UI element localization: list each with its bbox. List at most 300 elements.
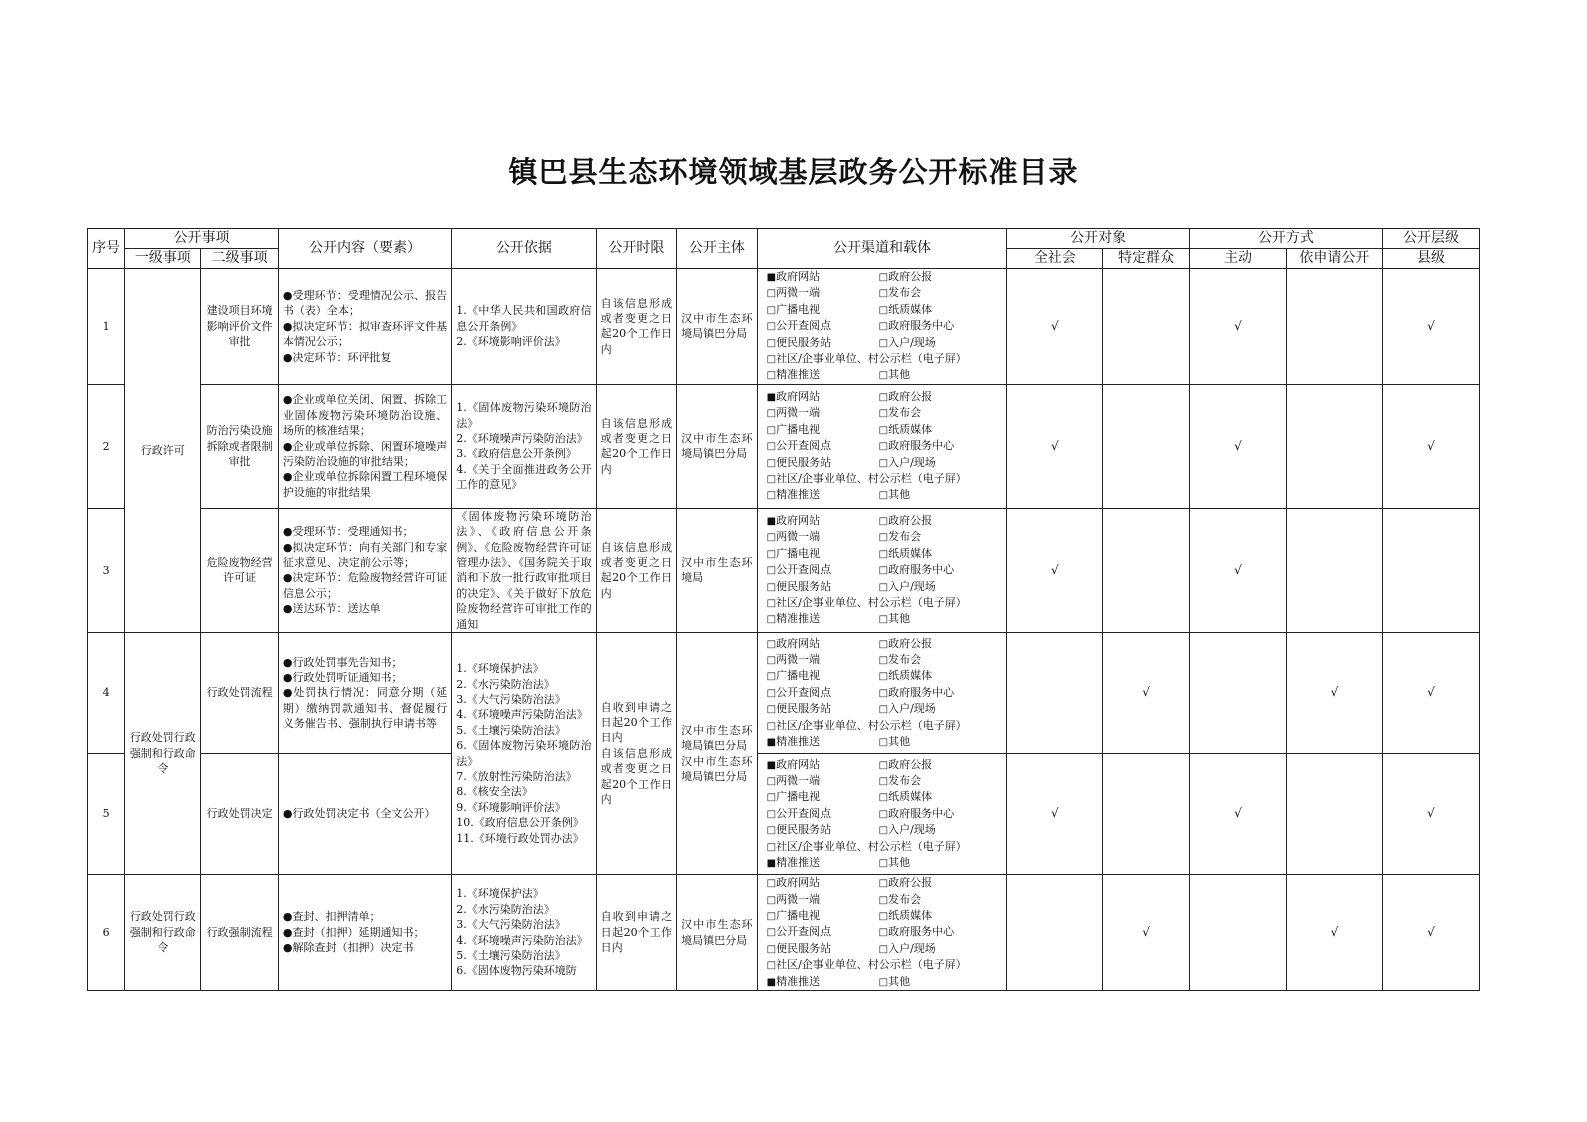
channel-option bbox=[879, 892, 998, 908]
channel-label: 其他 bbox=[888, 856, 911, 870]
row-level2: 建设项目环境影响评价文件审批 bbox=[201, 269, 278, 385]
channel-option bbox=[879, 822, 998, 838]
table-row bbox=[88, 754, 1480, 875]
check-specific bbox=[1103, 754, 1190, 875]
channel-option bbox=[879, 941, 998, 957]
channel-option bbox=[767, 318, 879, 334]
row-level2: 行政强制流程 bbox=[201, 875, 278, 991]
check-all: √ bbox=[1007, 508, 1103, 632]
channel-option bbox=[767, 757, 879, 773]
row-channels bbox=[757, 754, 1007, 875]
unchecked-box-icon: □ bbox=[878, 792, 889, 804]
channel-option bbox=[767, 455, 879, 471]
checked-box-icon: ■ bbox=[766, 858, 777, 870]
header-level1: 一级事项 bbox=[125, 249, 201, 269]
channel-option bbox=[767, 422, 879, 438]
channel-option bbox=[767, 839, 998, 855]
unchecked-box-icon: □ bbox=[766, 457, 777, 469]
row-level2: 防治污染设施拆除或者限制审批 bbox=[201, 384, 278, 508]
channel-label: 社区/企事业单位、村公示栏（电子屏） bbox=[776, 958, 967, 972]
list-line: ●处罚执行情况：同意分期（延期）缴纳罚款通知书、督促履行义务催告书、强制执行申请书等 bbox=[282, 686, 448, 731]
list-line: ●企业或单位拆除闲置工程环境保护设施的审批结果 bbox=[282, 470, 448, 499]
check-active: √ bbox=[1189, 269, 1286, 385]
list-line: 4.《环境噪声污染防治法》 bbox=[456, 933, 588, 947]
unchecked-box-icon: □ bbox=[878, 424, 889, 436]
channel-option bbox=[767, 389, 879, 405]
unchecked-box-icon: □ bbox=[878, 565, 889, 577]
list-line: ●解除查封（扣押）决定书 bbox=[282, 941, 414, 955]
header-layer: 公开层级 bbox=[1382, 229, 1479, 249]
unchecked-box-icon: □ bbox=[878, 272, 889, 283]
unchecked-box-icon: □ bbox=[878, 288, 889, 300]
list-line: ●决定环节：危险废物经营许可证信息公示； bbox=[282, 571, 448, 600]
channel-option bbox=[767, 701, 879, 717]
unchecked-box-icon: □ bbox=[878, 548, 889, 560]
unchecked-box-icon: □ bbox=[766, 288, 777, 300]
header-time: 公开时限 bbox=[596, 229, 676, 269]
list-line: ●查封、扣押清单； bbox=[282, 910, 381, 924]
channel-label: 其他 bbox=[888, 488, 911, 502]
unchecked-box-icon: □ bbox=[878, 671, 889, 683]
channel-option bbox=[879, 636, 998, 652]
channel-label: 发布会 bbox=[888, 286, 922, 300]
unchecked-box-icon: □ bbox=[878, 370, 889, 382]
list-line: 2.《环境噪声污染防治法》 bbox=[456, 431, 588, 445]
unchecked-box-icon: □ bbox=[766, 776, 777, 788]
list-line: 3.《大气污染防治法》 bbox=[456, 918, 566, 932]
unchecked-box-icon: □ bbox=[766, 910, 777, 922]
channel-option bbox=[879, 562, 998, 578]
row-seq: 2 bbox=[88, 384, 125, 508]
unchecked-box-icon: □ bbox=[766, 687, 777, 699]
channel-option bbox=[767, 546, 879, 562]
channel-option bbox=[767, 806, 879, 822]
unchecked-box-icon: □ bbox=[878, 655, 889, 667]
list-line: ●企业或单位拆除、闲置环境噪声污染防治设施的审批结果； bbox=[282, 439, 448, 469]
channel-label: 政府公报 bbox=[888, 636, 933, 650]
unchecked-box-icon: □ bbox=[878, 759, 889, 771]
header-channels: 公开渠道和载体 bbox=[757, 229, 1007, 269]
unchecked-box-icon: □ bbox=[878, 337, 889, 349]
channel-option bbox=[879, 335, 998, 351]
channel-option bbox=[879, 405, 998, 421]
check-specific bbox=[1103, 269, 1190, 385]
row-subject-2: 汉中市生态环境局镇巴分局 bbox=[681, 754, 753, 783]
channel-label: 其他 bbox=[888, 735, 911, 749]
channel-option bbox=[879, 579, 998, 595]
unchecked-box-icon: □ bbox=[878, 490, 889, 502]
channel-label: 精准推送 bbox=[776, 612, 821, 626]
channel-label: 政府公报 bbox=[888, 270, 933, 283]
channel-label: 政府网站 bbox=[776, 514, 821, 528]
row-content bbox=[278, 633, 451, 754]
unchecked-box-icon: □ bbox=[766, 321, 777, 333]
row-seq: 1 bbox=[88, 269, 125, 385]
channel-option bbox=[767, 875, 879, 891]
check-apply bbox=[1286, 269, 1382, 385]
unchecked-box-icon: □ bbox=[878, 704, 889, 716]
list-line: 1.《环境保护法》 bbox=[456, 887, 544, 901]
row-level2: 行政处罚流程 bbox=[201, 633, 278, 754]
check-all: √ bbox=[1007, 269, 1103, 385]
channel-option bbox=[767, 335, 879, 351]
channel-option bbox=[767, 285, 879, 301]
unchecked-box-icon: □ bbox=[766, 960, 777, 972]
channel-label: 政府网站 bbox=[776, 757, 821, 771]
channel-label: 公开查阅点 bbox=[776, 439, 832, 453]
unchecked-box-icon: □ bbox=[878, 321, 889, 333]
row-channels bbox=[757, 384, 1007, 508]
channel-option bbox=[879, 924, 998, 940]
channel-label: 便民服务站 bbox=[776, 335, 832, 349]
list-line: 3.《政府信息公开条例》 bbox=[456, 447, 577, 461]
row-basis bbox=[452, 508, 596, 632]
unchecked-box-icon: □ bbox=[878, 457, 889, 469]
channel-option bbox=[879, 422, 998, 438]
check-county bbox=[1382, 508, 1479, 632]
channel-label: 政府服务中心 bbox=[888, 439, 955, 453]
check-all: √ bbox=[1007, 754, 1103, 875]
channel-option bbox=[879, 652, 998, 668]
header-content: 公开内容（要素） bbox=[278, 229, 451, 269]
channel-label: 政府服务中心 bbox=[888, 319, 955, 333]
list-line: 2.《环境影响评价法》 bbox=[456, 335, 566, 349]
unchecked-box-icon: □ bbox=[878, 737, 889, 749]
unchecked-box-icon: □ bbox=[766, 671, 777, 683]
unchecked-box-icon: □ bbox=[878, 391, 889, 403]
channel-label: 纸质媒体 bbox=[888, 669, 933, 683]
channel-label: 公开查阅点 bbox=[776, 563, 832, 577]
channel-option bbox=[767, 529, 879, 545]
channel-label: 发布会 bbox=[888, 530, 922, 544]
channel-label: 广播电视 bbox=[776, 422, 821, 436]
channel-label: 便民服务站 bbox=[776, 941, 832, 955]
unchecked-box-icon: □ bbox=[878, 878, 889, 890]
header-county: 县级 bbox=[1382, 249, 1479, 269]
channel-label: 广播电视 bbox=[776, 908, 821, 922]
row-subject: 汉中市生态环境局镇巴分局 bbox=[677, 269, 757, 385]
list-line: 11.《环境行政处罚办法》 bbox=[456, 831, 584, 845]
channel-option bbox=[767, 668, 879, 684]
channel-label: 发布会 bbox=[888, 774, 922, 788]
header-subject: 公开主体 bbox=[677, 229, 757, 269]
channel-option bbox=[879, 367, 998, 383]
table-row bbox=[88, 384, 1480, 508]
list-line: ●决定环节：环评批复 bbox=[282, 350, 392, 364]
unchecked-box-icon: □ bbox=[766, 473, 777, 485]
row-content bbox=[278, 508, 451, 632]
channel-label: 精准推送 bbox=[776, 735, 821, 749]
catalog-table bbox=[87, 228, 1480, 991]
row-level1: 行政许可 bbox=[125, 269, 201, 633]
channel-option bbox=[879, 285, 998, 301]
channel-option bbox=[767, 562, 879, 578]
row-channels bbox=[757, 633, 1007, 754]
row-time-change: 自该信息形成或者变更之日起20个工作日内 bbox=[600, 746, 673, 807]
unchecked-box-icon: □ bbox=[878, 441, 889, 453]
check-county: √ bbox=[1382, 754, 1479, 875]
unchecked-box-icon: □ bbox=[766, 878, 777, 890]
table-row bbox=[88, 508, 1480, 632]
unchecked-box-icon: □ bbox=[766, 638, 777, 650]
check-active: √ bbox=[1189, 384, 1286, 508]
channel-option bbox=[767, 513, 879, 529]
row-channels bbox=[757, 508, 1007, 632]
header-target: 公开对象 bbox=[1007, 229, 1190, 249]
channel-option bbox=[767, 471, 998, 487]
channel-option bbox=[767, 579, 879, 595]
row-time: 自该信息形成或者变更之日起20个工作日内 bbox=[596, 508, 676, 632]
unchecked-box-icon: □ bbox=[766, 565, 777, 577]
unchecked-box-icon: □ bbox=[766, 354, 777, 366]
unchecked-box-icon: □ bbox=[766, 598, 777, 610]
row-time bbox=[596, 633, 676, 875]
row-seq: 3 bbox=[88, 508, 125, 632]
unchecked-box-icon: □ bbox=[766, 304, 777, 316]
channel-option bbox=[879, 855, 998, 871]
channel-label: 便民服务站 bbox=[776, 455, 832, 469]
list-line: ●行政处罚听证通知书； bbox=[282, 670, 403, 684]
list-line: 4.《环境噪声污染防治法》 bbox=[456, 708, 588, 722]
list-line: ●拟决定环节：拟审查环评文件基本情况公示； bbox=[282, 319, 448, 349]
row-content bbox=[278, 384, 451, 508]
channel-label: 精准推送 bbox=[776, 974, 821, 988]
header-all: 全社会 bbox=[1007, 249, 1103, 269]
channel-label: 两微一端 bbox=[776, 406, 821, 420]
table-row bbox=[88, 633, 1480, 754]
row-subject: 汉中市生态环境局 bbox=[677, 508, 757, 632]
unchecked-box-icon: □ bbox=[878, 532, 889, 544]
unchecked-box-icon: □ bbox=[766, 370, 777, 382]
channel-option bbox=[767, 438, 879, 454]
channel-label: 广播电视 bbox=[776, 790, 821, 804]
channel-option bbox=[767, 685, 879, 701]
channel-option bbox=[767, 855, 879, 871]
channel-label: 公开查阅点 bbox=[776, 925, 832, 939]
list-line: 6.《固体废物污染环境防 bbox=[456, 964, 577, 978]
unchecked-box-icon: □ bbox=[766, 532, 777, 544]
check-active: √ bbox=[1189, 508, 1286, 632]
channel-option bbox=[767, 908, 879, 924]
channel-option bbox=[767, 892, 879, 908]
list-line: ●行政处罚事先告知书； bbox=[282, 655, 403, 669]
row-basis bbox=[452, 633, 596, 875]
unchecked-box-icon: □ bbox=[766, 441, 777, 453]
channel-option bbox=[879, 546, 998, 562]
list-line: ●受理环节：受理情况公示、报告书（表）全本； bbox=[282, 288, 448, 318]
channel-option bbox=[767, 405, 879, 421]
channel-option bbox=[767, 652, 879, 668]
channel-label: 纸质媒体 bbox=[888, 790, 933, 804]
check-county: √ bbox=[1382, 633, 1479, 754]
channel-label: 便民服务站 bbox=[776, 823, 832, 837]
unchecked-box-icon: □ bbox=[878, 943, 889, 955]
unchecked-box-icon: □ bbox=[766, 490, 777, 502]
channel-label: 政府网站 bbox=[776, 270, 821, 283]
check-specific: √ bbox=[1103, 875, 1190, 991]
channel-label: 纸质媒体 bbox=[888, 908, 933, 922]
list-line: 3.《大气污染防治法》 bbox=[456, 692, 566, 706]
list-line: 《固体废物污染环境防治法》、《政府信息公开条例》、《危险废物经营许可证管理办法》、《国务院关于取消和下放一批行政审批项目的决定》、《关于做好下放危险废物经营许可审批工作的通知 bbox=[456, 509, 592, 631]
list-line: ●企业或单位关闭、闲置、拆除工业固体废物污染环境防治设施、场所的核准结果； bbox=[282, 393, 448, 438]
channel-option bbox=[879, 318, 998, 334]
channel-option bbox=[767, 487, 879, 503]
channel-option bbox=[879, 757, 998, 773]
row-time: 自收到申请之日起20个工作日内 bbox=[596, 875, 676, 991]
channel-label: 政府服务中心 bbox=[888, 563, 955, 577]
row-level2: 危险废物经营许可证 bbox=[201, 508, 278, 632]
channel-label: 入户/现场 bbox=[888, 941, 936, 955]
row-level1: 行政处罚行政强制和行政命令 bbox=[125, 633, 201, 875]
row-subject-1: 汉中市生态环境局镇巴分局 bbox=[681, 723, 753, 753]
channel-label: 广播电视 bbox=[776, 546, 821, 560]
channel-label: 纸质媒体 bbox=[888, 546, 933, 560]
channel-label: 公开查阅点 bbox=[776, 806, 832, 820]
unchecked-box-icon: □ bbox=[878, 910, 889, 922]
unchecked-box-icon: □ bbox=[766, 808, 777, 820]
unchecked-box-icon: □ bbox=[766, 581, 777, 593]
row-channels bbox=[757, 875, 1007, 991]
list-line: 5.《土壤污染防治法》 bbox=[456, 948, 566, 962]
channel-label: 政府公报 bbox=[888, 514, 933, 528]
list-line: 2.《水污染防治法》 bbox=[456, 902, 555, 916]
row-seq: 4 bbox=[88, 633, 125, 754]
channel-option bbox=[767, 974, 879, 990]
channel-label: 两微一端 bbox=[776, 774, 821, 788]
channel-label: 精准推送 bbox=[776, 856, 821, 870]
channel-option bbox=[767, 957, 998, 973]
table-row bbox=[88, 269, 1480, 385]
channel-label: 其他 bbox=[888, 368, 911, 382]
channel-label: 两微一端 bbox=[776, 653, 821, 667]
header-item: 公开事项 bbox=[125, 229, 279, 249]
channel-label: 社区/企事业单位、村公示栏（电子屏） bbox=[776, 718, 967, 732]
list-line: 1.《环境保护法》 bbox=[456, 662, 544, 676]
checked-box-icon: ■ bbox=[766, 976, 777, 988]
channel-label: 公开查阅点 bbox=[776, 319, 832, 333]
unchecked-box-icon: □ bbox=[878, 516, 889, 528]
header-basis: 公开依据 bbox=[452, 229, 596, 269]
row-time-apply: 自收到申请之日起20个工作日内 bbox=[600, 700, 673, 745]
channel-label: 社区/企事业单位、村公示栏（电子屏） bbox=[776, 839, 967, 853]
channel-label: 社区/企事业单位、村公示栏（电子屏） bbox=[776, 596, 967, 610]
checked-box-icon: ■ bbox=[766, 391, 777, 403]
channel-label: 政府网站 bbox=[776, 636, 821, 650]
check-county: √ bbox=[1382, 269, 1479, 385]
channel-label: 两微一端 bbox=[776, 286, 821, 300]
channel-label: 政府公报 bbox=[888, 757, 933, 771]
check-apply: √ bbox=[1286, 633, 1382, 754]
list-line: ●受理环节：受理通知书； bbox=[282, 525, 414, 539]
unchecked-box-icon: □ bbox=[878, 976, 889, 988]
channel-option bbox=[879, 529, 998, 545]
channel-option bbox=[767, 718, 998, 734]
channel-label: 入户/现场 bbox=[888, 702, 936, 716]
header-specific: 特定群众 bbox=[1103, 249, 1190, 269]
check-active bbox=[1189, 875, 1286, 991]
channel-label: 政府公报 bbox=[888, 876, 933, 890]
row-subject: 汉中市生态环境局镇巴分局 bbox=[677, 875, 757, 991]
channel-option bbox=[767, 611, 879, 627]
channel-option bbox=[879, 611, 998, 627]
unchecked-box-icon: □ bbox=[878, 304, 889, 316]
check-specific: √ bbox=[1103, 633, 1190, 754]
channel-option bbox=[767, 822, 879, 838]
unchecked-box-icon: □ bbox=[878, 808, 889, 820]
header-level2: 二级事项 bbox=[201, 249, 278, 269]
row-channels bbox=[757, 269, 1007, 385]
channel-label: 入户/现场 bbox=[888, 455, 936, 469]
unchecked-box-icon: □ bbox=[766, 424, 777, 436]
channel-label: 政府网站 bbox=[776, 389, 821, 403]
channel-option bbox=[879, 789, 998, 805]
unchecked-box-icon: □ bbox=[766, 841, 777, 853]
channel-option bbox=[767, 773, 879, 789]
unchecked-box-icon: □ bbox=[766, 927, 777, 939]
list-line: 8.《核安全法》 bbox=[456, 785, 533, 799]
row-level2: 行政处罚决定 bbox=[201, 754, 278, 875]
check-all bbox=[1007, 633, 1103, 754]
channel-label: 入户/现场 bbox=[888, 579, 936, 593]
channel-label: 入户/现场 bbox=[888, 335, 936, 349]
channel-option bbox=[767, 789, 879, 805]
checked-box-icon: ■ bbox=[766, 759, 777, 771]
page-title: 镇巴县生态环境领域基层政务公开标准目录 bbox=[508, 155, 1079, 189]
list-line: 2.《水污染防治法》 bbox=[456, 677, 555, 691]
check-apply bbox=[1286, 384, 1382, 508]
channel-option bbox=[767, 367, 879, 383]
channel-label: 纸质媒体 bbox=[888, 422, 933, 436]
channel-label: 社区/企事业单位、村公示栏（电子屏） bbox=[776, 471, 967, 485]
unchecked-box-icon: □ bbox=[766, 704, 777, 716]
list-line: ●行政处罚决定书（全文公开） bbox=[282, 807, 436, 821]
channel-label: 便民服务站 bbox=[776, 579, 832, 593]
table-row bbox=[88, 875, 1480, 991]
checked-box-icon: ■ bbox=[766, 737, 777, 749]
channel-option bbox=[767, 595, 998, 611]
check-specific bbox=[1103, 508, 1190, 632]
unchecked-box-icon: □ bbox=[766, 614, 777, 626]
channel-option bbox=[879, 302, 998, 318]
check-all: √ bbox=[1007, 384, 1103, 508]
checked-box-icon: ■ bbox=[766, 516, 777, 528]
row-time: 自该信息形成或者变更之日起20个工作日内 bbox=[596, 269, 676, 385]
header-apply: 依申请公开 bbox=[1286, 249, 1382, 269]
check-active bbox=[1189, 633, 1286, 754]
channel-option bbox=[879, 455, 998, 471]
channel-option bbox=[879, 701, 998, 717]
checked-box-icon: ■ bbox=[766, 272, 777, 283]
channel-option bbox=[879, 389, 998, 405]
channel-label: 两微一端 bbox=[776, 530, 821, 544]
check-county: √ bbox=[1382, 384, 1479, 508]
unchecked-box-icon: □ bbox=[766, 548, 777, 560]
list-line: 7.《放射性污染防治法》 bbox=[456, 770, 577, 783]
channel-option bbox=[879, 806, 998, 822]
unchecked-box-icon: □ bbox=[766, 825, 777, 837]
channel-option bbox=[879, 438, 998, 454]
row-seq: 5 bbox=[88, 754, 125, 875]
list-line: 4.《关于全面推进政务公开工作的意见》 bbox=[456, 462, 592, 492]
channel-option bbox=[879, 685, 998, 701]
channel-option bbox=[879, 908, 998, 924]
list-line: 1.《中华人民共和国政府信息公开条例》 bbox=[456, 304, 592, 333]
channel-option bbox=[879, 734, 998, 750]
channel-label: 其他 bbox=[888, 974, 911, 988]
check-apply bbox=[1286, 508, 1382, 632]
row-subject bbox=[677, 633, 757, 875]
row-time: 自该信息形成或者变更之日起20个工作日内 bbox=[596, 384, 676, 508]
